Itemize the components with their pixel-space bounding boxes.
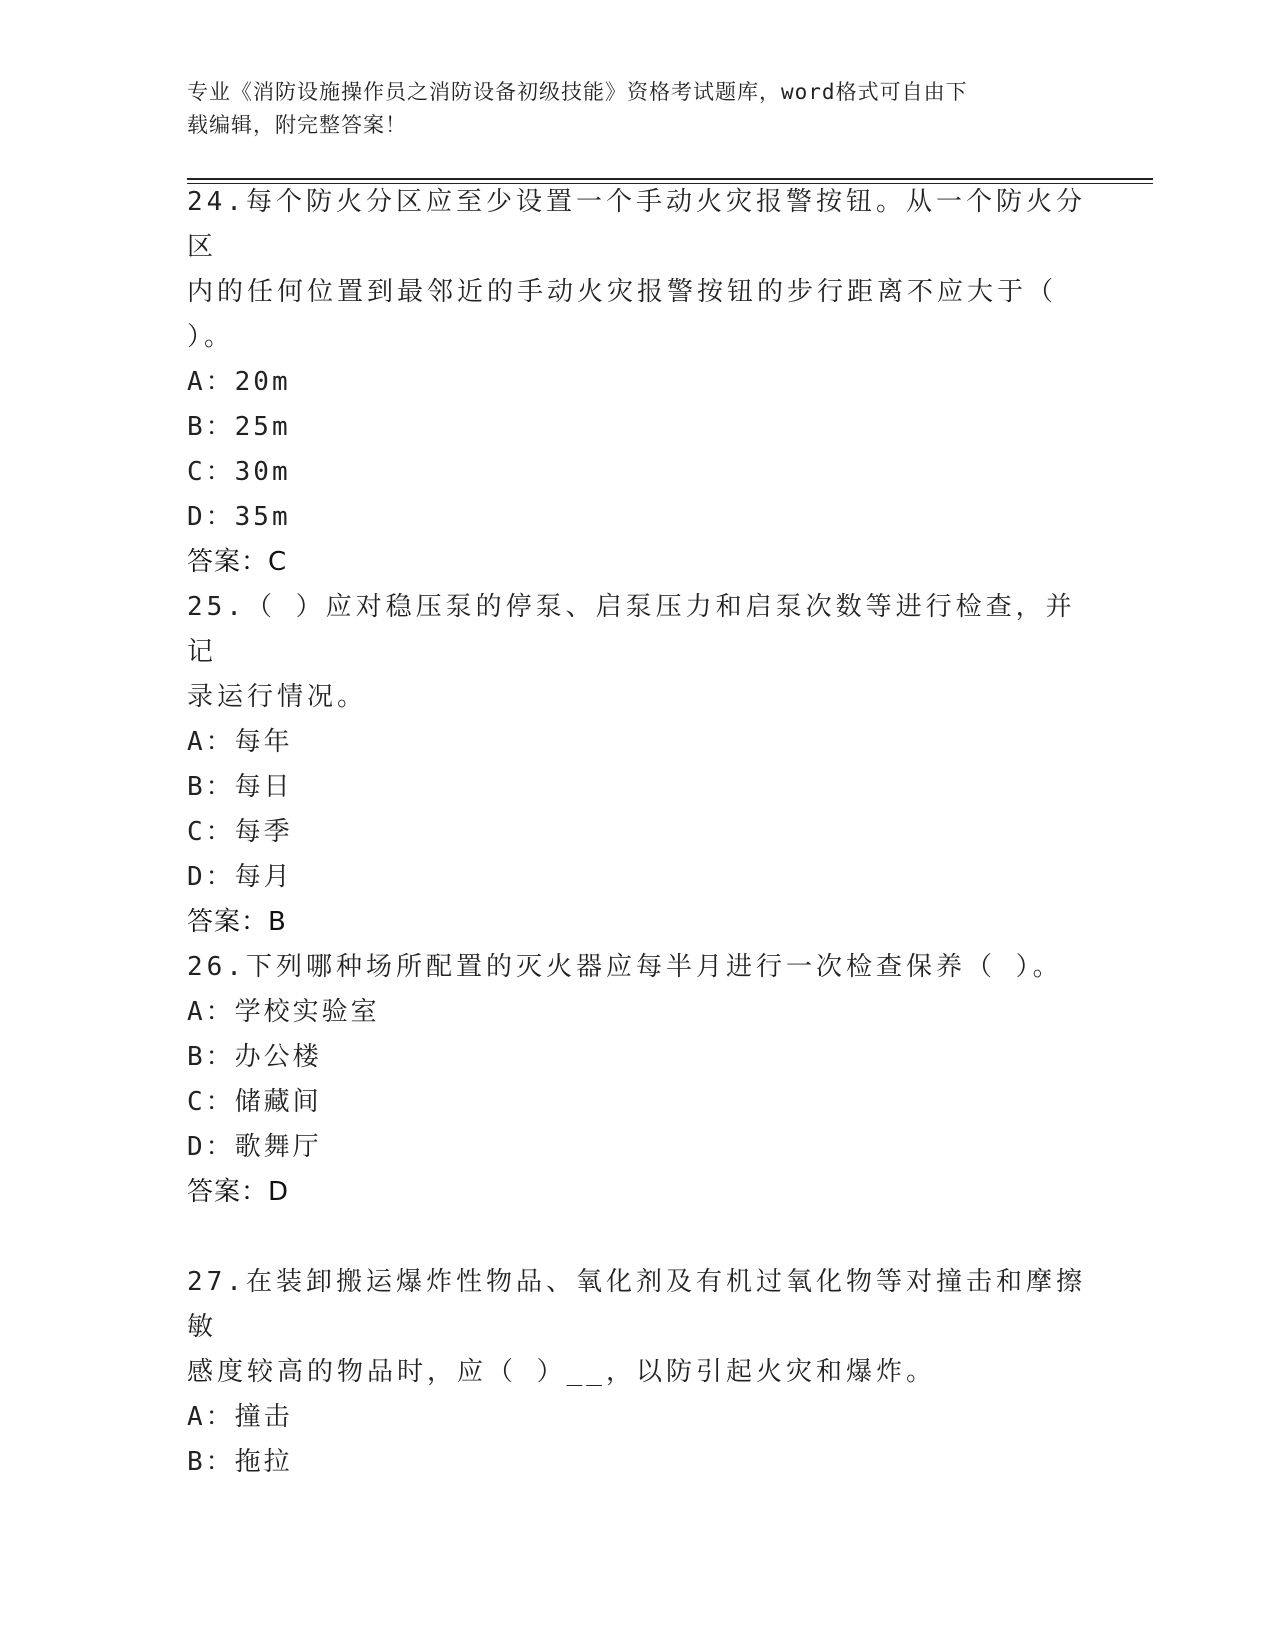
question-stem-line: ）。 [187, 322, 235, 352]
option-b: B：每日 [187, 772, 293, 802]
option-a: A：20m [187, 367, 291, 397]
question-27 [187, 1260, 1087, 1485]
question-stem-line: 25.（ ）应对稳压泵的停泵、启泵压力和启泵次数等进行检查，并记 [187, 592, 1076, 667]
option-a: A：学校实验室 [187, 997, 380, 1027]
option-b: B：办公楼 [187, 1042, 322, 1072]
question-25 [187, 585, 1087, 945]
option-c: C：每季 [187, 817, 293, 847]
question-stem-line: 内的任何位置到最邻近的手动火灾报警按钮的步行距离不应大于（ [187, 277, 1058, 307]
option-d: D：35m [187, 502, 291, 532]
option-a: A：每年 [187, 727, 293, 757]
answer-line: 答案：D [187, 1177, 290, 1207]
document-header [187, 76, 1067, 142]
question-stem-line: 感度较高的物品时，应（ ）__，以防引起火灾和爆炸。 [187, 1357, 936, 1387]
option-d: D：歌舞厅 [187, 1132, 322, 1162]
question-26 [187, 945, 1087, 1215]
question-stem-line: 录运行情况。 [187, 682, 368, 712]
question-24 [187, 180, 1087, 585]
option-c: C：储藏间 [187, 1087, 322, 1117]
option-a: A：撞击 [187, 1402, 293, 1432]
header-line-2: 载编辑，附完整答案！ [187, 113, 407, 137]
header-line-1: 专业《消防设施操作员之消防设备初级技能》资格考试题库，word格式可自由下 [187, 80, 968, 104]
option-c: C：30m [187, 457, 291, 487]
option-b: B：拖拉 [187, 1447, 293, 1477]
question-stem-line: 26.下列哪种场所配置的灭火器应每半月进行一次检查保养（ ）。 [187, 952, 1063, 982]
option-b: B：25m [187, 412, 291, 442]
question-stem-line: 24.每个防火分区应至少设置一个手动火灾报警按钮。从一个防火分区 [187, 187, 1086, 262]
answer-line: 答案：B [187, 907, 287, 937]
option-d: D：每月 [187, 862, 293, 892]
question-stem-line: 27.在装卸搬运爆炸性物品、氧化剂及有机过氧化物等对撞击和摩擦敏 [187, 1267, 1086, 1342]
answer-line: 答案：C [187, 547, 288, 577]
